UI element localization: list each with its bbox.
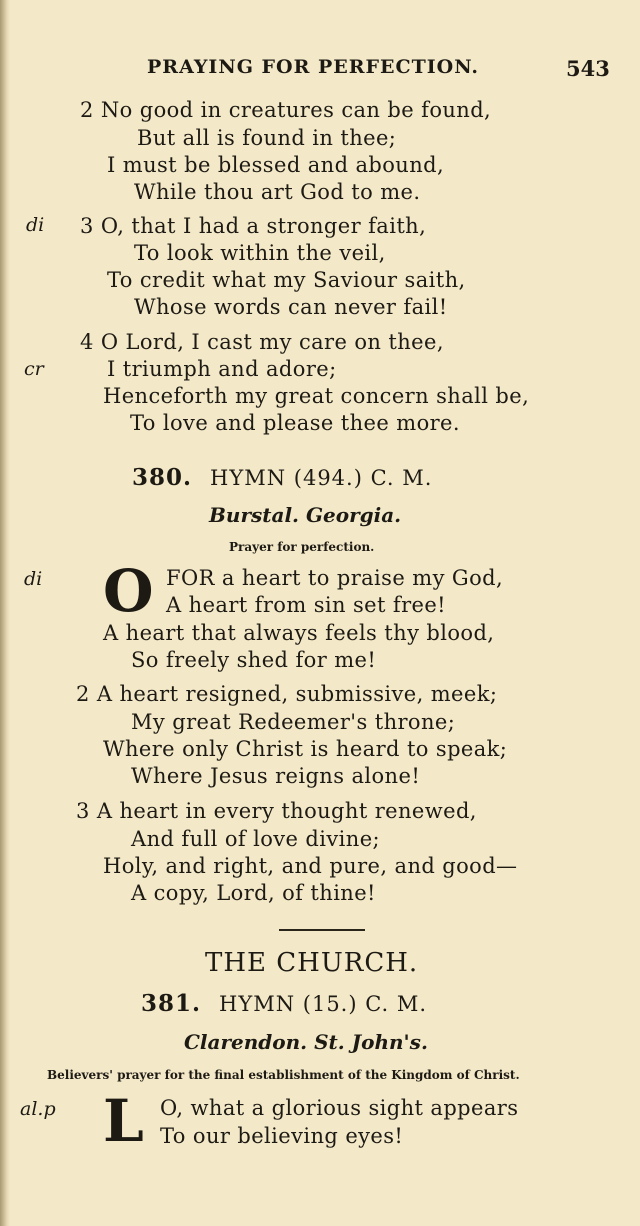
section-rule bbox=[279, 929, 365, 931]
verse-line: 3 O, that I had a stronger faith, bbox=[80, 214, 427, 238]
verse-line: My great Redeemer's throne; bbox=[131, 710, 456, 734]
tune-names: Burstal. Georgia. bbox=[209, 503, 402, 527]
verse-line: To look within the veil, bbox=[134, 241, 386, 265]
verse-line: Holy, and right, and pure, and good— bbox=[103, 854, 518, 878]
verse-line: A heart that always feels thy blood, bbox=[103, 621, 495, 645]
tune-names: Clarendon. St. John's. bbox=[184, 1030, 428, 1054]
hymn-heading bbox=[141, 990, 427, 1017]
verse-line: So freely shed for me! bbox=[131, 648, 377, 672]
verse-line: To credit what my Saviour saith, bbox=[107, 268, 466, 292]
drop-capital: O bbox=[103, 557, 154, 625]
verse-line: To love and please thee more. bbox=[130, 411, 460, 435]
drop-capital: L bbox=[103, 1087, 144, 1155]
verse-line: 3 A heart in every thought renewed, bbox=[76, 799, 477, 823]
hymn-topic: Believers' prayer for the final establishment of the Kingdom of Christ. bbox=[47, 1068, 520, 1082]
verse-line: But all is found in thee; bbox=[137, 126, 397, 150]
margin-mark: cr bbox=[24, 358, 44, 380]
page-number: 543 bbox=[566, 56, 610, 81]
verse-line: Whose words can never fail! bbox=[134, 295, 448, 319]
hymn-heading bbox=[132, 464, 432, 491]
hymn-title: HYMN (494.) C. M. bbox=[210, 466, 433, 490]
verse-line: To our believing eyes! bbox=[160, 1124, 404, 1148]
verse-line: A heart from sin set free! bbox=[166, 593, 447, 617]
verse-line: 2 No good in creatures can be found, bbox=[80, 98, 492, 122]
margin-mark: di bbox=[24, 568, 43, 590]
verse-line: O, what a glorious sight appears bbox=[160, 1096, 519, 1120]
hymn-topic: Prayer for perfection. bbox=[229, 540, 375, 554]
running-header: PRAYING FOR PERFECTION. bbox=[147, 56, 479, 78]
verse-line: Where only Christ is heard to speak; bbox=[103, 737, 508, 761]
verse-line: 2 A heart resigned, submissive, meek; bbox=[76, 682, 498, 706]
verse-line: I triumph and adore; bbox=[107, 357, 337, 381]
verse-line: While thou art God to me. bbox=[134, 180, 421, 204]
hymn-number: 381. bbox=[141, 990, 202, 1017]
margin-mark: di bbox=[26, 214, 45, 236]
page-gutter-shadow bbox=[0, 0, 10, 1226]
verse-line: Where Jesus reigns alone! bbox=[131, 764, 421, 788]
hymn-title: HYMN (15.) C. M. bbox=[219, 992, 428, 1016]
verse-line: A copy, Lord, of thine! bbox=[131, 881, 376, 905]
verse-line: I must be blessed and abound, bbox=[107, 153, 445, 177]
verse-line: FOR a heart to praise my God, bbox=[166, 566, 504, 590]
verse-line: And full of love divine; bbox=[131, 827, 380, 851]
verse-line: 4 O Lord, I cast my care on thee, bbox=[80, 330, 444, 354]
margin-mark: al.p bbox=[20, 1098, 56, 1120]
section-title: THE CHURCH. bbox=[205, 948, 419, 978]
verse-line: Henceforth my great concern shall be, bbox=[103, 384, 530, 408]
hymn-number: 380. bbox=[132, 464, 193, 491]
